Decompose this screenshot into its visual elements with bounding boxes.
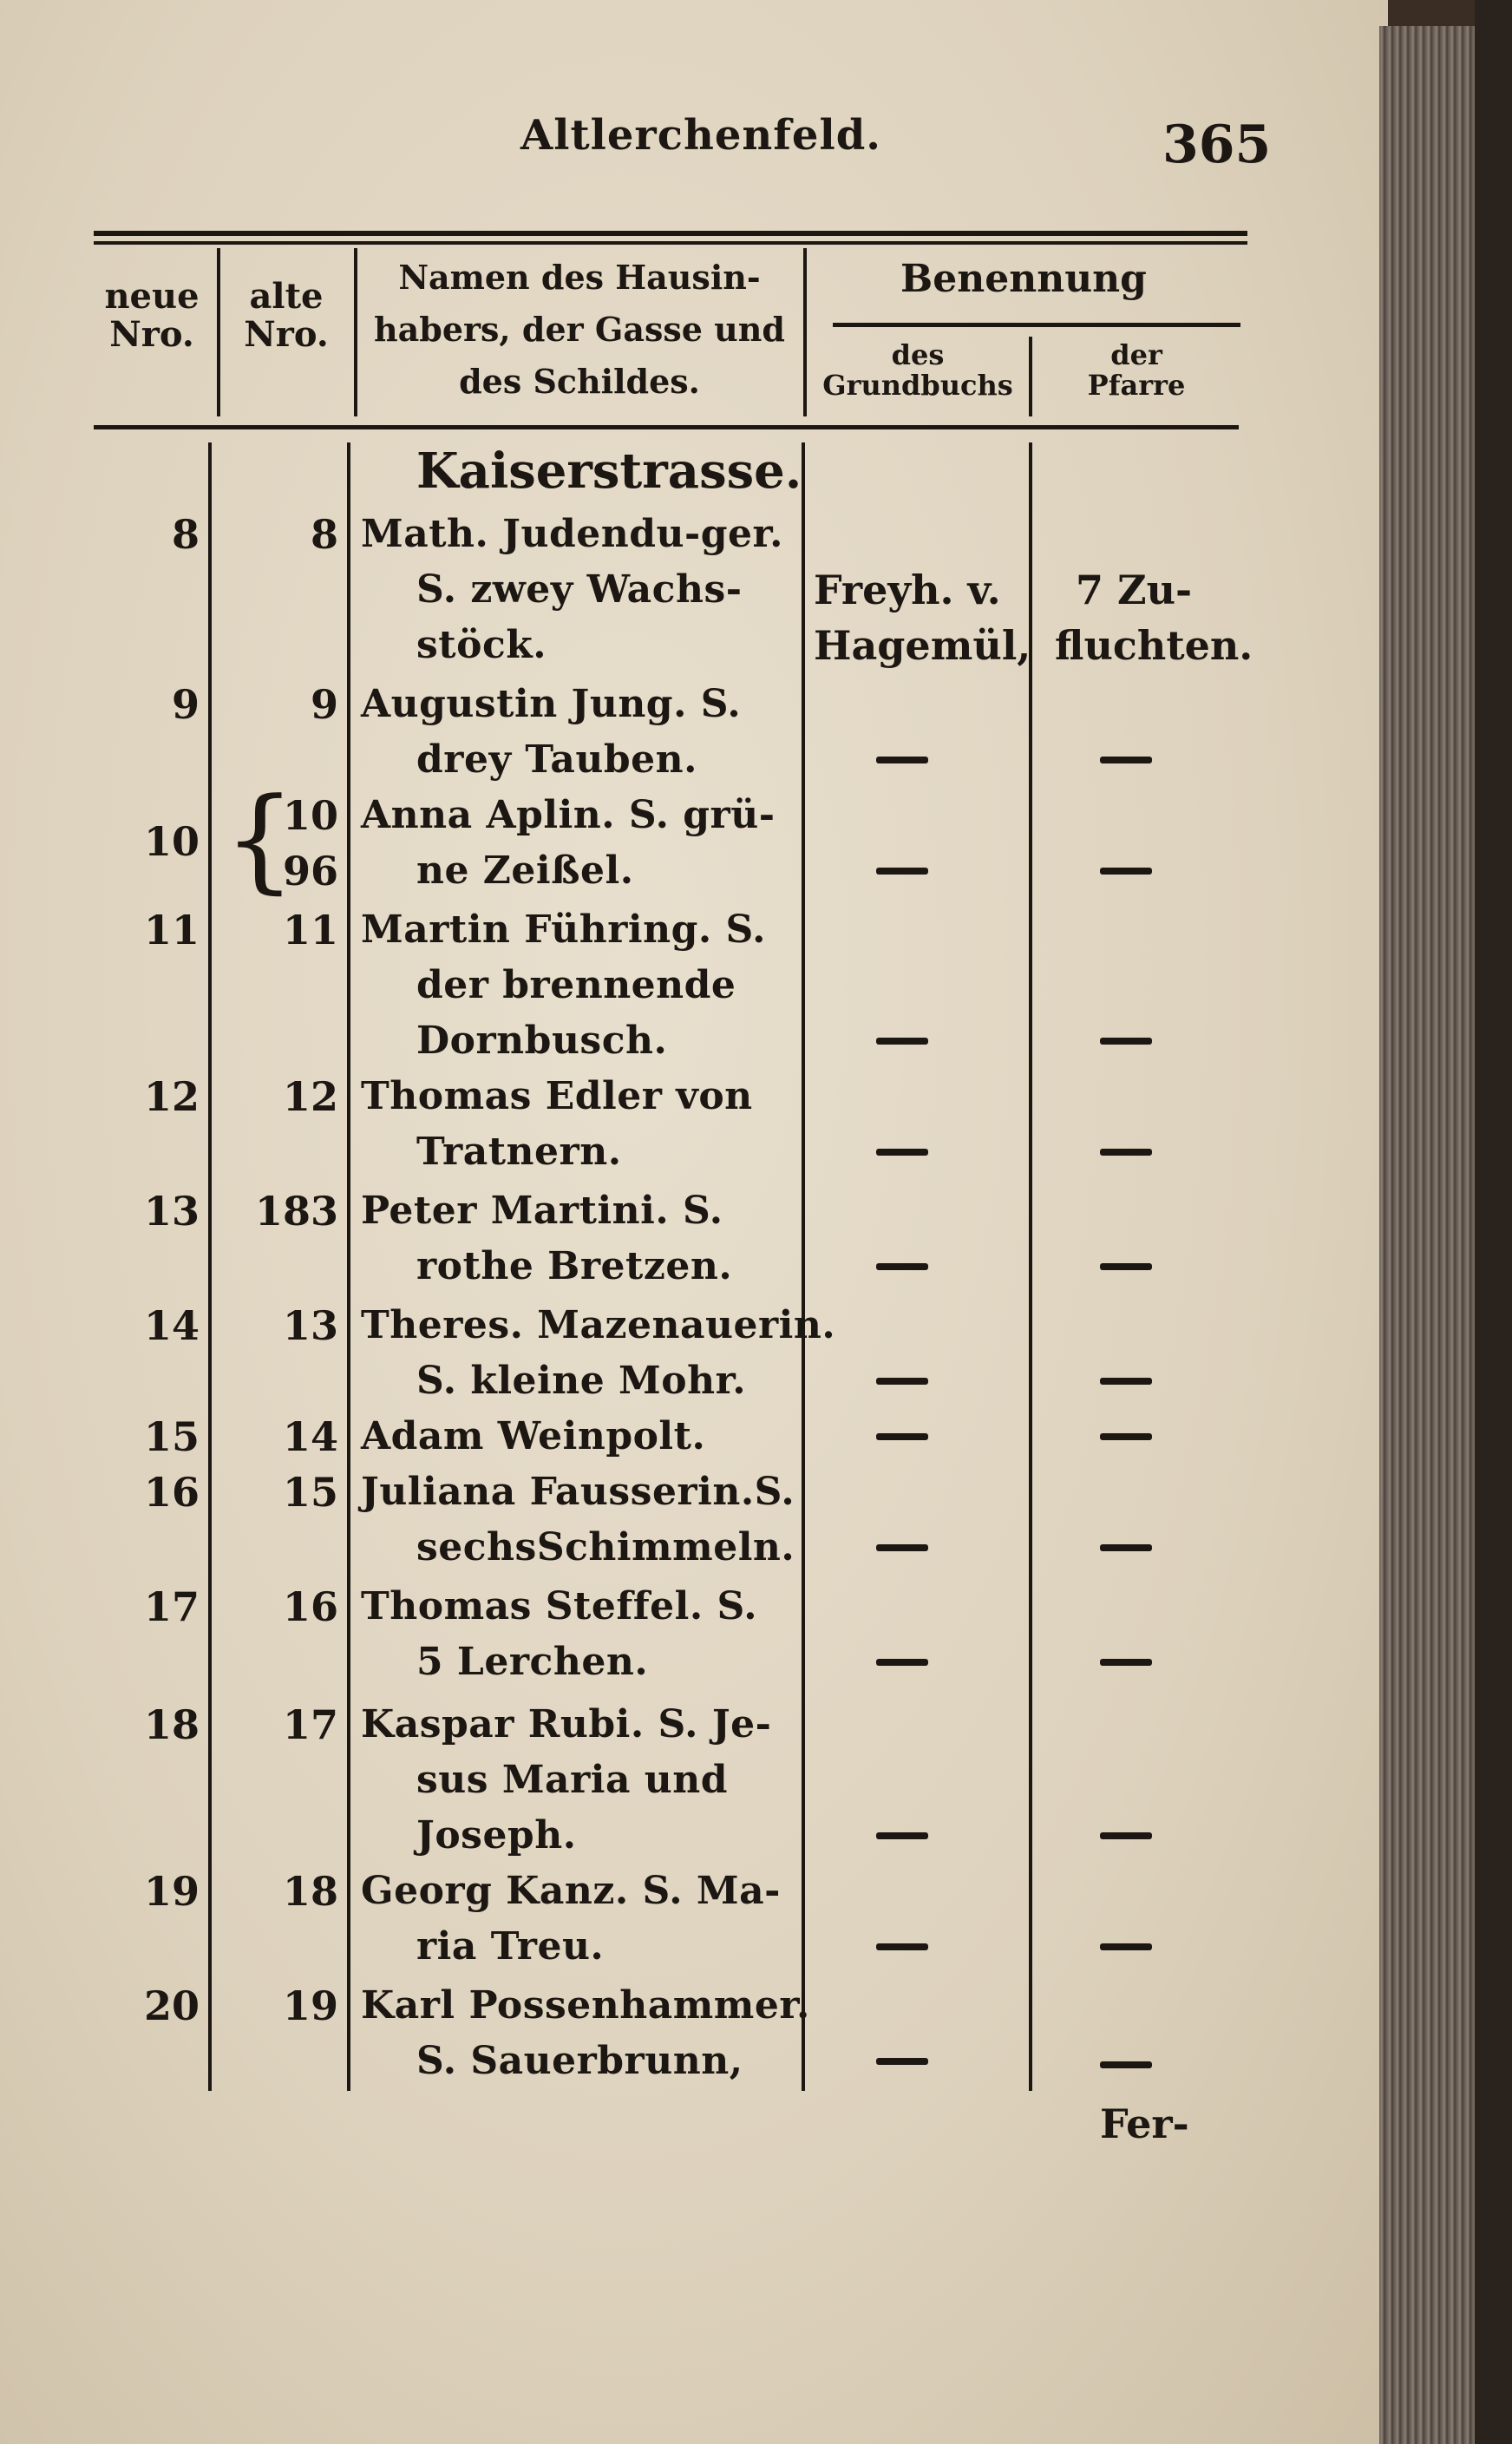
row-owner-line: drey Tauben. (416, 737, 697, 782)
header-old-no: alte Nro. (244, 276, 329, 355)
row-owner-line: Peter Martini. S. (361, 1189, 723, 1233)
row-old-no: 16 (282, 1583, 338, 1630)
row-old-no-2: 96 (282, 848, 338, 894)
row-owner-line: Thomas Edler von (361, 1074, 753, 1118)
pfarre-first-line1: 7 Zu- (1076, 567, 1193, 613)
pfarre-first-line2: fluchten. (1055, 622, 1253, 669)
row-owner-line: Dornbusch. (416, 1019, 668, 1063)
header-divider (217, 248, 220, 416)
ditto-dash (1100, 1149, 1152, 1156)
header-owner: Namen des Hausin- habers, der Gasse und des Schildes. (374, 258, 785, 401)
row-old-no: 19 (282, 1982, 338, 2029)
row-new-no: 17 (143, 1583, 200, 1630)
benennung-rule (833, 323, 1240, 327)
row-owner-line: Kaspar Rubi. S. Je- (361, 1702, 772, 1746)
top-rule-2 (94, 241, 1247, 245)
row-new-no: 12 (143, 1073, 200, 1120)
row-owner-line: sus Maria und (416, 1758, 729, 1802)
row-new-no: 8 (171, 511, 200, 558)
row-owner-line: Joseph. (416, 1813, 577, 1858)
column-divider (802, 442, 805, 2091)
ditto-dash (1100, 1378, 1152, 1385)
row-new-no: 11 (143, 907, 200, 953)
ditto-dash (876, 1544, 928, 1551)
ditto-dash (1100, 868, 1152, 875)
header-pfarre: der Pfarre (1087, 338, 1186, 403)
page-number: 365 (1162, 115, 1272, 175)
row-owner-line: S. kleine Mohr. (416, 1359, 747, 1403)
row-owner-line: ne Zeißel. (416, 849, 634, 893)
row-old-no: 12 (282, 1073, 338, 1120)
row-owner-line: Georg Kanz. S. Ma- (361, 1869, 781, 1913)
header-bottom-rule (94, 425, 1239, 429)
column-divider (347, 442, 350, 2091)
grundbuch-first-line1: Freyh. v. (814, 567, 1001, 613)
row-owner-line: Tratnern. (416, 1130, 622, 1174)
row-owner-line: Thomas Steffel. S. (361, 1584, 758, 1628)
ditto-dash (1100, 1263, 1152, 1270)
row-owner-line: Karl Possenhammer. (361, 1983, 810, 2028)
row-old-no: 14 (282, 1413, 338, 1460)
column-divider (208, 442, 212, 2091)
ditto-dash (876, 757, 928, 763)
ditto-dash (1100, 1943, 1152, 1950)
row-owner-line: sechsSchimmeln. (416, 1525, 795, 1569)
row-old-no: 15 (282, 1469, 338, 1516)
column-divider (1029, 442, 1032, 2091)
row-owner-line: der brennende (416, 963, 736, 1007)
header-new-no: neue Nro. (104, 276, 200, 355)
row-owner-line: Theres. Mazenauerin. (361, 1303, 836, 1347)
row-new-no: 20 (143, 1982, 200, 2029)
header-grundbuch: des Grundbuchs (822, 338, 1013, 403)
ditto-dash (876, 1659, 928, 1666)
book-spine (1475, 0, 1512, 2444)
ditto-dash (876, 1378, 928, 1385)
row-old-no: 11 (282, 907, 338, 953)
row-new-no: 16 (143, 1469, 200, 1516)
ditto-dash (876, 1038, 928, 1045)
row-owner-line: stöck. (416, 623, 547, 667)
row-old-no: 10 (282, 792, 338, 839)
row-old-no: 17 (282, 1701, 338, 1748)
row-new-no: 15 (143, 1413, 200, 1460)
page-title: Altlerchenfeld. (520, 111, 881, 160)
row-owner-line: 5 Lerchen. (416, 1640, 649, 1684)
row-new-no: 9 (171, 681, 200, 728)
ditto-dash (876, 1943, 928, 1950)
row-new-no: 13 (143, 1188, 200, 1235)
catchword: Fer- (1100, 2100, 1189, 2147)
ditto-dash (1100, 1038, 1152, 1045)
ditto-dash (876, 1832, 928, 1839)
row-old-no: 18 (282, 1868, 338, 1915)
ditto-dash (1100, 1433, 1152, 1440)
row-owner-line: rothe Bretzen. (416, 1244, 733, 1288)
brace-glyph: { (224, 773, 296, 905)
row-old-no: 13 (282, 1302, 338, 1349)
street-heading: Kaiserstrasse. (416, 442, 802, 500)
ditto-dash (1100, 757, 1152, 763)
row-old-no: 9 (310, 681, 338, 728)
row-owner-line: Math. Judendu-ger. (361, 512, 783, 556)
ditto-dash (1100, 1832, 1152, 1839)
row-old-no: 183 (254, 1188, 338, 1235)
row-owner-line: Anna Aplin. S. grü- (361, 793, 776, 837)
row-owner-line: S. Sauerbrunn, (416, 2039, 743, 2083)
ditto-dash (876, 868, 928, 875)
row-old-no: 8 (310, 511, 338, 558)
ditto-dash (1100, 1659, 1152, 1666)
row-owner-line: Adam Weinpolt. (361, 1414, 706, 1458)
row-new-no: 10 (143, 818, 200, 865)
row-new-no: 14 (143, 1302, 200, 1349)
row-new-no: 19 (143, 1868, 200, 1915)
row-owner-line: S. zwey Wachs- (416, 567, 743, 612)
row-new-no: 18 (143, 1701, 200, 1748)
header-benennung: Benennung (900, 257, 1147, 301)
grundbuch-first-line2: Hagemül, (814, 622, 1031, 669)
ditto-dash (1100, 2061, 1152, 2068)
row-owner-line: ria Treu. (416, 1924, 605, 1969)
ditto-dash (876, 1263, 928, 1270)
row-owner-line: Martin Führing. S. (361, 907, 767, 952)
ditto-dash (876, 2058, 928, 2065)
row-owner-line: Augustin Jung. S. (361, 682, 742, 726)
top-rule-1 (94, 231, 1247, 236)
ditto-dash (876, 1149, 928, 1156)
ditto-dash (876, 1433, 928, 1440)
row-owner-line: Juliana Fausserin.S. (361, 1470, 795, 1514)
ditto-dash (1100, 1544, 1152, 1551)
